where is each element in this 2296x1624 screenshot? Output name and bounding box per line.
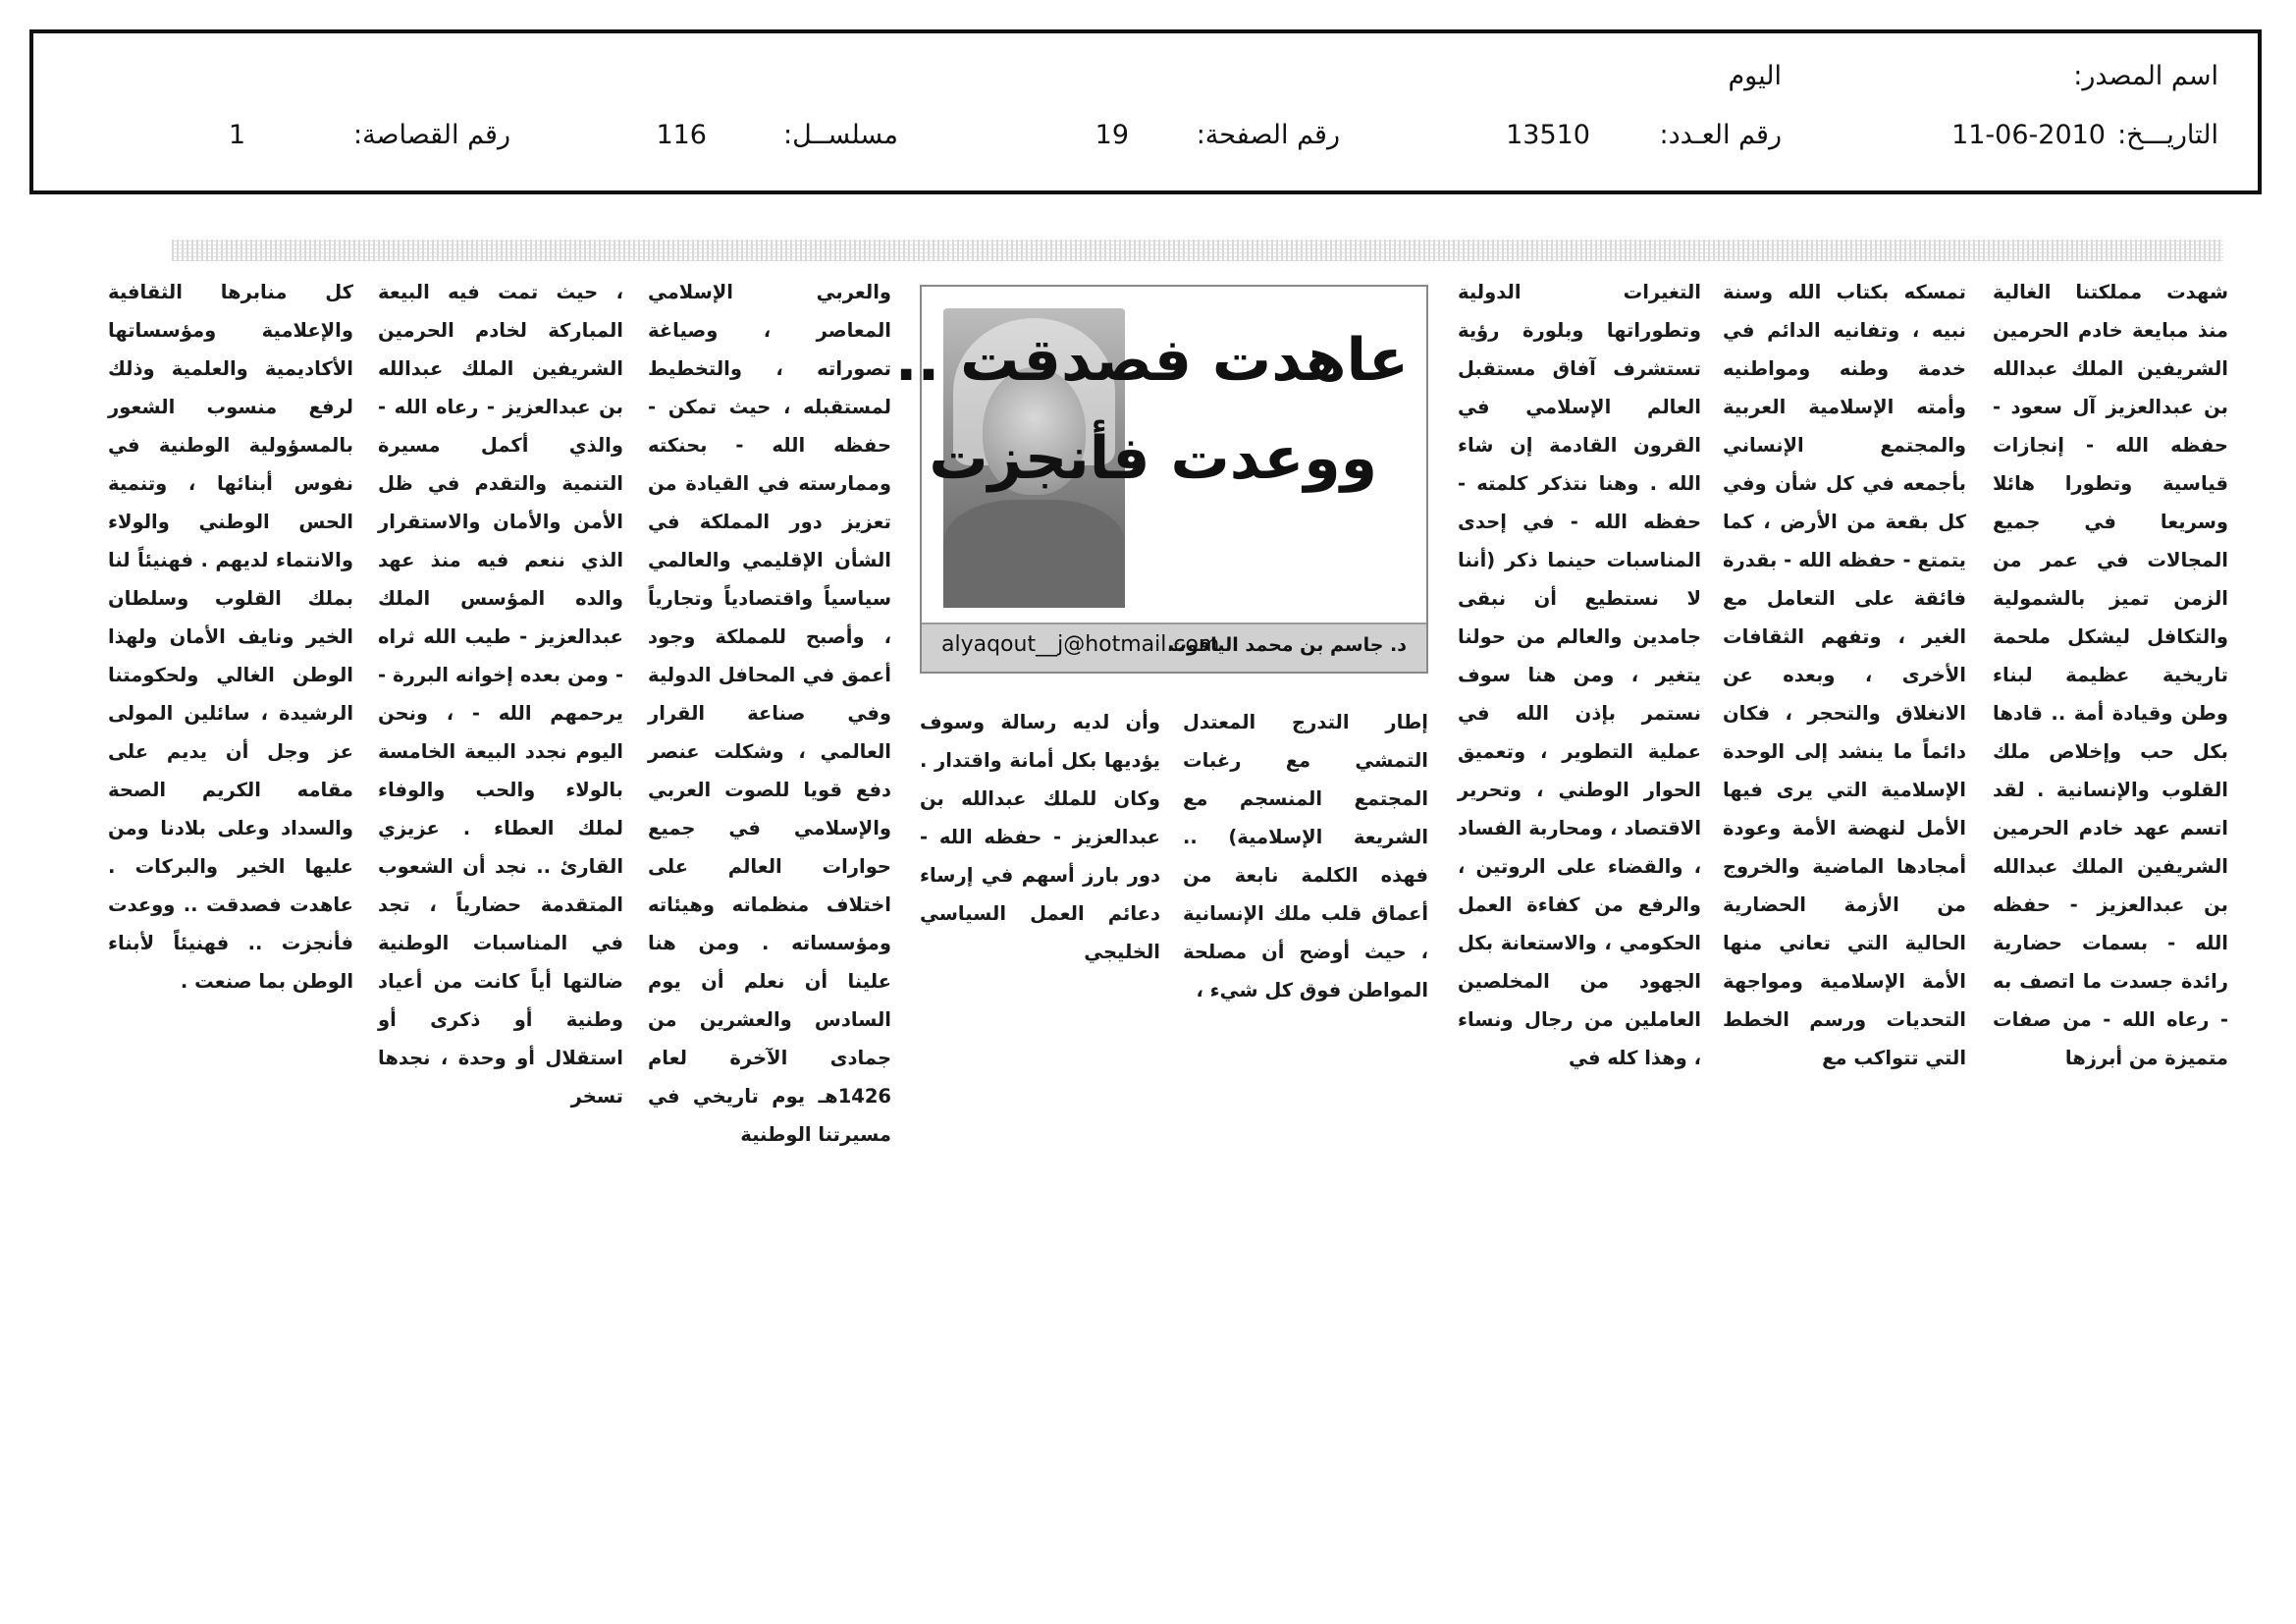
source-label: اسم المصدر:: [2073, 61, 2218, 91]
author-email: alyaqout__j@hotmail.com: [941, 632, 1220, 657]
headline-line-2: ووعدت فأنجزت: [929, 424, 1377, 493]
article-headline-box: [894, 285, 1428, 674]
serial-label: مسلســل:: [783, 120, 898, 150]
date-label: التاريـــخ:: [2117, 120, 2218, 150]
article-column-7: ، حيث تمت فيه البيعة المباركة لخادم الحرمين الشريفين الملك عبدالله بن عبدالعزيز - رعاه الله - والذي أكمل مسيرة التنمية والتقدم في ظل الأمن والأمان والاستقرار الذي ننعم فيه منذ عهد والده المؤسس الملك عبدالعزيز - طيب الله ثراه - ومن بعده إخوانه البررة - يرحمهم الله - ، ونحن اليوم نجدد البيعة الخامسة بالولاء والحب والوفاء لملك العطاء . عزيزي القارئ .. نجد أن الشعوب المتقدمة حضارياً ، تجد في المناسبات الوطنية ضالتها أياً كانت من أعياد وطنية أو ذكرى أو استقلال أو وحدة ، نجدها تسخر: [378, 281, 623, 1108]
article-column-6: والعربي الإسلامي المعاصر ، وصياغة تصوراته ، والتخطيط لمستقبله ، حيث تمكن - حفظه الله - بحنكته وممارسته في القيادة من تعزيز دور المملكة في الشأن الإقليمي والعالمي سياسياً واقتصادياً وتجارياً ، وأصبح للمملكة وجود أعمق في المحافل الدولية وفي صناعة القرار العالمي ، وشكلت عنصر دفع قويا للصوت العربي والإسلامي في جميع حوارات العالم على اختلاف منظماته وهيئاته ومؤسساته . ومن هنا علينا أن نعلم أن يوم السادس والعشرين من جمادى الآخرة لعام 1426هـ يوم تاريخي في مسيرتنا الوطنية: [648, 281, 891, 1146]
article-column-1: شهدت مملكتنا الغالية منذ مبايعة خادم الحرمين الشريفين الملك عبدالله بن عبدالعزيز آل سعود - حفظه الله - إنجازات قياسية وتطورا هائلا وسريعا في جميع المجالات في عمر من الزمن تميز بالشمولية والتكافل ليشكل ملحمة تاريخية عظيمة لبناء وطن وقيادة أمة .. قادها بكل حب وإخلاص ملك القلوب والإنسانية . لقد اتسم عهد خادم الحرمين الشريفين الملك عبدالله بن عبدالعزيز - حفظه الله - بسمات حضارية رائدة جسدت ما اتصف به - رعاه الله - من صفات متميزة من أبرزها: [1993, 281, 2228, 1069]
article-column-3: التغيرات الدولية وتطوراتها وبلورة رؤية تستشرف آفاق مستقبل العالم الإسلامي في القرون القادمة إن شاء الله . وهنا نتذكر كلمته - حفظه الله - في إحدى المناسبات حينما ذكر (أننا لا نستطيع أن نبقى جامدين والعالم من حولنا يتغير ، ومن هنا سوف نستمر بإذن الله في عملية التطوير ، وتعميق الحوار الوطني ، وتحرير الاقتصاد ، ومحاربة الفساد ، والقضاء على الروتين ، والرفع من كفاءة العمل الحكومي ، والاستعانة بكل الجهود من المخلصين العاملين من رجال ونساء ، وهذا كله في: [1458, 281, 1701, 1069]
issue-label: رقم العـدد:: [1659, 120, 1782, 150]
clip-label: رقم القصاصة:: [352, 120, 510, 150]
headline-line-1: عاهدت فصدقت ..: [894, 326, 1409, 395]
article-column-4: إطار التدرج المعتدل التمشي مع رغبات المجتمع المنسجم مع الشريعة الإسلامية) .. فهذه الكلمة نابعة من أعماق قلب ملك الإنسانية ، حيث أوضح أن مصلحة المواطن فوق كل شيء ،: [1183, 711, 1428, 1001]
date-value: 11-06-2010: [1951, 120, 2106, 150]
article-column-5: وأن لديه رسالة وسوف يؤديها بكل أمانة واقتدار . وكان للملك عبدالله بن عبدالعزيز - حفظه الله - دور بارز أسهم في إرساء دعائم العمل السياسي الخليجي: [920, 711, 1160, 963]
page-value: 19: [1095, 120, 1129, 150]
article-column-2: تمسكه بكتاب الله وسنة نبيه ، وتفانيه الدائم في خدمة وطنه ومواطنيه وأمته الإسلامية العربية والمجتمع الإنساني بأجمعه في كل شأن وفي كل بقعة من الأرض ، كما يتمتع - حفظه الله - بقدرة فائقة على التعامل مع الغير ، وتفهم الثقافات الأخرى ، وبعده عن الانغلاق والتحجر ، فكان دائماً ما ينشد إلى الوحدة الإسلامية التي يرى فيها الأمل لنهضة الأمة وعودة أمجادها الماضية والخروج من الأزمة الحضارية الحالية التي تعاني منها الأمة الإسلامية ومواجهة التحديات ورسم الخطط التي تتواكب مع: [1723, 281, 1966, 1069]
clip-value: 1: [228, 120, 245, 150]
portrait-body: [943, 500, 1125, 608]
page-label: رقم الصفحة:: [1196, 120, 1340, 150]
article-column-8: كل منابرها الثقافية والإعلامية ومؤسساتها الأكاديمية والعلمية وذلك لرفع منسوب الشعور بالمسؤولية الوطنية في نفوس أبنائها ، وتنمية الحس الوطني والولاء والانتماء لديهم . فهنيئاً لنا بملك القلوب وسلطان الخير ونايف الأمان ولهذا الوطن الغالي ولحكومتنا الرشيدة ، سائلين المولى عز وجل أن يديم على مقامه الكريم الصحة والسداد وعلى بلادنا ومن عليها الخير والبركات . عاهدت فصدقت .. ووعدت فأنجزت .. فهنيئاً لأبناء الوطن بما صنعت .: [108, 281, 353, 993]
serial-value: 116: [656, 120, 707, 150]
byline-bar: [922, 623, 1426, 672]
author-name: د. جاسم بن محمد الياقوت: [1167, 634, 1407, 656]
issue-value: 13510: [1506, 120, 1590, 150]
clipping-metadata-box: [29, 29, 2262, 194]
scan-noise-strip: [172, 240, 2223, 261]
source-value: اليوم: [1728, 61, 1782, 91]
